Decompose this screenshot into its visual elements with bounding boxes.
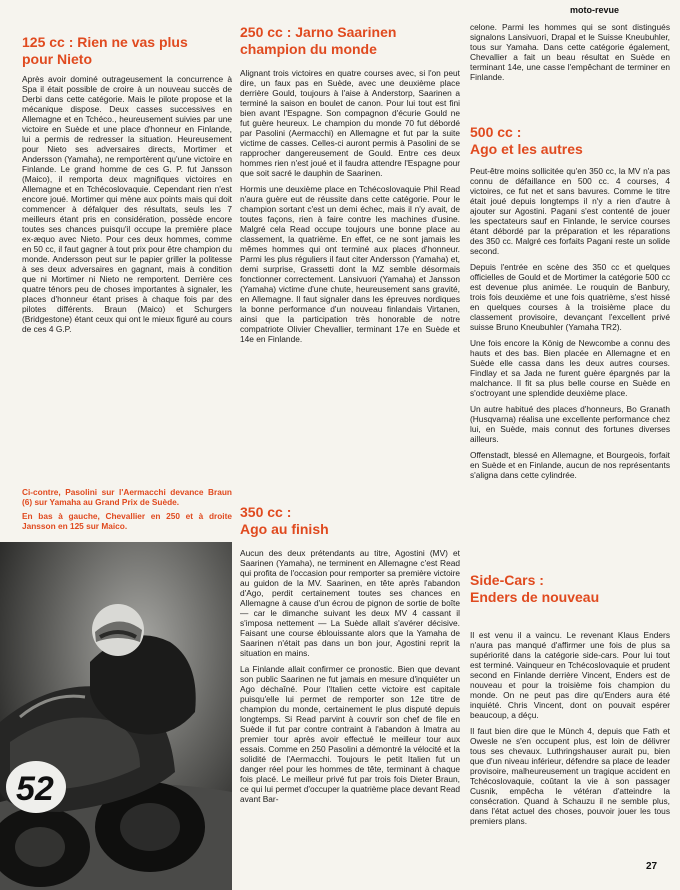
paragraph-250cc-2: Hormis une deuxième place en Tchécoslovaquie Phil Read n'aura guère eut de réussite dans cette catégorie. Pour le champion sortant c'est un demi échec, mais il n'y avait, de toutes façons, rien à faire contre les machines d'usine. Malgré cela Read occupe toujours une bonne place au classement, la quatrième. En effet, ce ne sont jamais les mêmes hommes qui ont terminé aux places d'honneur. Parmi les plus réguliers il faut citer Andersson (Yamaha) et, demi surprise, Grassetti dont la MZ semble désormais fonctionner correctement. Lansivuori (Yamaha) et Jansson (Yamaha) victime d'une chute, heureusement sans gravité, en Allemagne. Il faut signaler dans les épreuves nordiques la bonne performance d'un nouveau finlandais Virtanen, ainsi que la participation très honorable de notre compatriote Olivier Chevallier, terminant 17e en Suède et 14e en Finlande.: [240, 183, 460, 344]
section-title-500cc: [470, 124, 670, 158]
header-label: moto-revue: [570, 5, 620, 15]
section-title-125cc: [22, 34, 232, 68]
paragraph-500cc-3: Une fois encore la König de Newcombe a connu des hauts et des bas. Bien placée en Allemagne et en Suède elle cassa dans les deux autres courses. Findlay et sa Jada ne furent guère épargnés par la malchance. Il fit sa plus belle course en Suède en s'octroyant une splendide deuxième place.: [470, 337, 670, 398]
paragraph-sidecars-1: Il est venu il a vaincu. Le revenant Klaus Enders n'aura pas manqué d'affirmer une fois de plus sa supériorité dans la catégorie side-cars. Pour lui tout est terminé. Vainqueur en Tchécoslovaquie et prudent second en Finlande derrière Vincent, Enders est de nouveau et pour la troisième fois champion du monde. On ne peut pas dire qu'Enders aura été inquiété. Chris Vincent, dont on pouvait espérer beaucoup, a déçu.: [470, 630, 670, 720]
paragraph-250cc-1: Alignant trois victoires en quatre courses avec, si l'on peut dire, un faux pas en Suède, avec une deuxième place derrière Gould, toujours à l'aise à Anderstorp, Saarinen a terminé la saison en boulet de canon. Pour lui tout est fini bien avant l'Espagne. Son compagnon d'écurie Gould ne fut guère heureux. Le champion du monde 70 fut débordé par Pasolini (Aermacchi) en Allemagne et fut par la suite victime de casses. Celles-ci auront permis à Pasolini de se rapprocher dangereusement de Gould. Entre ces deux hommes rien n'est joué et il faudra attendre l'Espagne pour que soit sacré le dauphin de Saarinen.: [240, 68, 460, 178]
page-number: 27: [646, 861, 658, 872]
section-title-350cc-line2: Ago au finish: [240, 521, 329, 537]
paragraph-500cc-1: Peut-être moins sollicitée qu'en 350 cc, la MV n'a pas connu de défaillance en 500 cc. 4 courses, 4 victoires, ce fut net et sans bavures. Comme le titre était joué depuis longtemps il n'y a rien d'autre à ajouter sur Agostini. Pagani s'est contenté de jouer les spectateurs sauf en Finlande, le service courses étant débordé par la préparation et les réparations des 350 cc. Malgré ces forfaits Pagani reste un solide second.: [470, 166, 670, 256]
section-title-250cc: [240, 24, 460, 58]
section-title-250cc-line2: champion du monde: [240, 41, 377, 57]
paragraph-sidecars-2: Il faut bien dire que le Münch 4, depuis que Fath et Owesle ne s'en occupent plus, est loin de délivrer tous ses chevaux. Luthringshauser aurait pu, bien que d'un niveau inférieur, défendre sa place de leader provisoire, malheureusement un tragique accident en Tchécoslovaquie, coûtant la vie à son passager Cusnik, empêcha le vétéran d'atteindre la consécration. Quand à Schauzu il ne semble plus, dans l'état actuel des choses, pouvoir jouer les tous premiers plans.: [470, 725, 670, 826]
section-title-500cc-line2: Ago et les autres: [470, 141, 583, 157]
section-title-350cc: [240, 504, 460, 538]
section-title-350cc-line1: 350 cc :: [240, 504, 292, 520]
paragraph-500cc-5: Offenstadt, blessé en Allemagne, et Bourgeois, forfait en Suède et en Finlande, aucun de nos représentants s'aligna dans cette cylindrée.: [470, 449, 670, 480]
paragraph-500cc-4: Un autre habitué des places d'honneurs, Bo Granath (Husqvarna) réalisa une excellente performance chez lui, en Suède, mais connut des fortunes diverses ailleurs.: [470, 403, 670, 444]
bike-number-label: 52: [16, 770, 54, 808]
section-title-500cc-line1: 500 cc :: [470, 124, 522, 140]
paragraph-500cc-2: Depuis l'entrée en scène des 350 cc et quelques officielles de Gould et de Mortimer la catégorie 500 cc est devenue plus animée. Le rouquin de Banbury, trois fois deuxième et une fois quatrième, s'est hissé en quelques courses à la troisième place du classement provisoire, devançant l'excellent privé suisse Bruno Kneubuhler (Yamaha TR2).: [470, 261, 670, 332]
section-title-sidecars: [470, 572, 670, 606]
photo-caption-chevallier: En bas à gauche, Chevallier en 250 et à droite Jansson en 125 sur Maico.: [22, 511, 232, 531]
paragraph-350cc-1: Aucun des deux prétendants au titre, Agostini (MV) et Saarinen (Yamaha), ne terminent en Allemagne c'est Read qui profita de l'occasion pour remporter sa première victoire au guidon de la MV. Saarinen, en tête après l'abandon d'Ago, perdit certainement toutes ses chances en Allemagne à cause d'un écrou de pignon de sortie de boîte — car le dimanche suivant les deux MV 4 cassant il s'imposa nettement — La Suède allait s'avérer décisive. Faisant une course éblouissante alors que la Yamaha de Saarinen n'était pas dans un bon jour, Agostini reprit la situation en mains.: [240, 548, 460, 658]
race-photo: [0, 542, 232, 890]
paragraph-350cc-2: La Finlande allait confirmer ce pronostic. Bien que devant son public Saarinen ne fut jamais en mesure d'inquiéter un Ago déchaîné. Pour l'Italien cette victoire est capitale puisqu'elle lui permet de remporter son 12e titre de champion du monde, certainement le plus disputé depuis longtemps. Si Read parvint à couvrir son chef de file en Suède il fut par contre contraint à l'abandon à Imatra au premier tour après avoir effectué le meilleur tour aux essais. Comme en 250 Pasolini a démontré la vélocité et la solidité de l'Aermacchi. Toujours le petit Italien fut un danger réel pour les hommes de tête, terminant à chaque fois placé. Le meilleur privé fut par trois fois Dieter Braun, ce qui lui permet d'occuper la quatrième place devant Read avant Bar-: [240, 663, 460, 804]
paragraph-125cc-1: Après avoir dominé outrageusement la concurrence à Spa il était possible de croire à un nouveau succès de Derbi dans cette catégorie. Mais le pilote propose et la mécanique dispose. Deux casses successives en Allemagne et en Tchéco., heureusement suivies par une victoire en Suède et une place d'honneur en Finlande, lui a permis de redresser la situation. Heureusement pour Nieto ses adversaires directs, Mortimer et Andersson (Yamaha), ne remportèrent qu'une victoire en Finlande. Le grand homme de ces G. P. fut Jansson (Maico), il remporta deux magnifiques victoires en Allemagne et en Tchécoslovaquie. Cependant rien n'est encore joué. Mortimer qui mène aux points mais qui doit commencer à défalquer des résultats, seuls les 7 meilleurs étant pris en considération, possède encore toutes ses chances puisqu'il occupe la première place ex-æquo avec Nieto. Pour ces deux hommes, comme en 50 cc, il faut gagner à tout prix pour être champion du monde. Andersson peut sur le papier griller la politesse à ses deux adversaires en gagnant, mais à condition que ni Mortimer ni Nieto ne remportent. Derrière ces quatre ténors peu de choses importantes à signaler, les places d'honneur étant prises à chaque fois par des pilotes différents. Braun (Maico) et Schurgers (Bridgestone) étant ceux qui ont le mieux figuré au cours de ces 4 G.P.: [22, 74, 232, 334]
section-title-sidecars-line2: Enders de nouveau: [470, 589, 600, 605]
photo-caption-pasolini: Ci-contre, Pasolini sur l'Aermacchi devance Braun (6) sur Yamaha au Grand Prix de Suède.: [22, 487, 232, 507]
section-title-125cc-line2: pour Nieto: [22, 51, 92, 67]
paragraph-350cc-continued: celone. Parmi les hommes qui se sont distingués signalons Lansivuori, Drapal et le Suisse Kneubuhler, tous sur Yamaha. Dans cette catégorie également, Chevallier a fait un beau résultat en Suède en terminant 14e, une casse l'empêchant de terminer en Finlande.: [470, 22, 670, 82]
section-title-125cc-line1: 125 cc : Rien ne vas plus: [22, 34, 188, 50]
section-title-250cc-line1: 250 cc : Jarno Saarinen: [240, 24, 397, 40]
section-title-sidecars-line1: Side-Cars :: [470, 572, 544, 588]
motorcycle-image: [0, 542, 232, 890]
